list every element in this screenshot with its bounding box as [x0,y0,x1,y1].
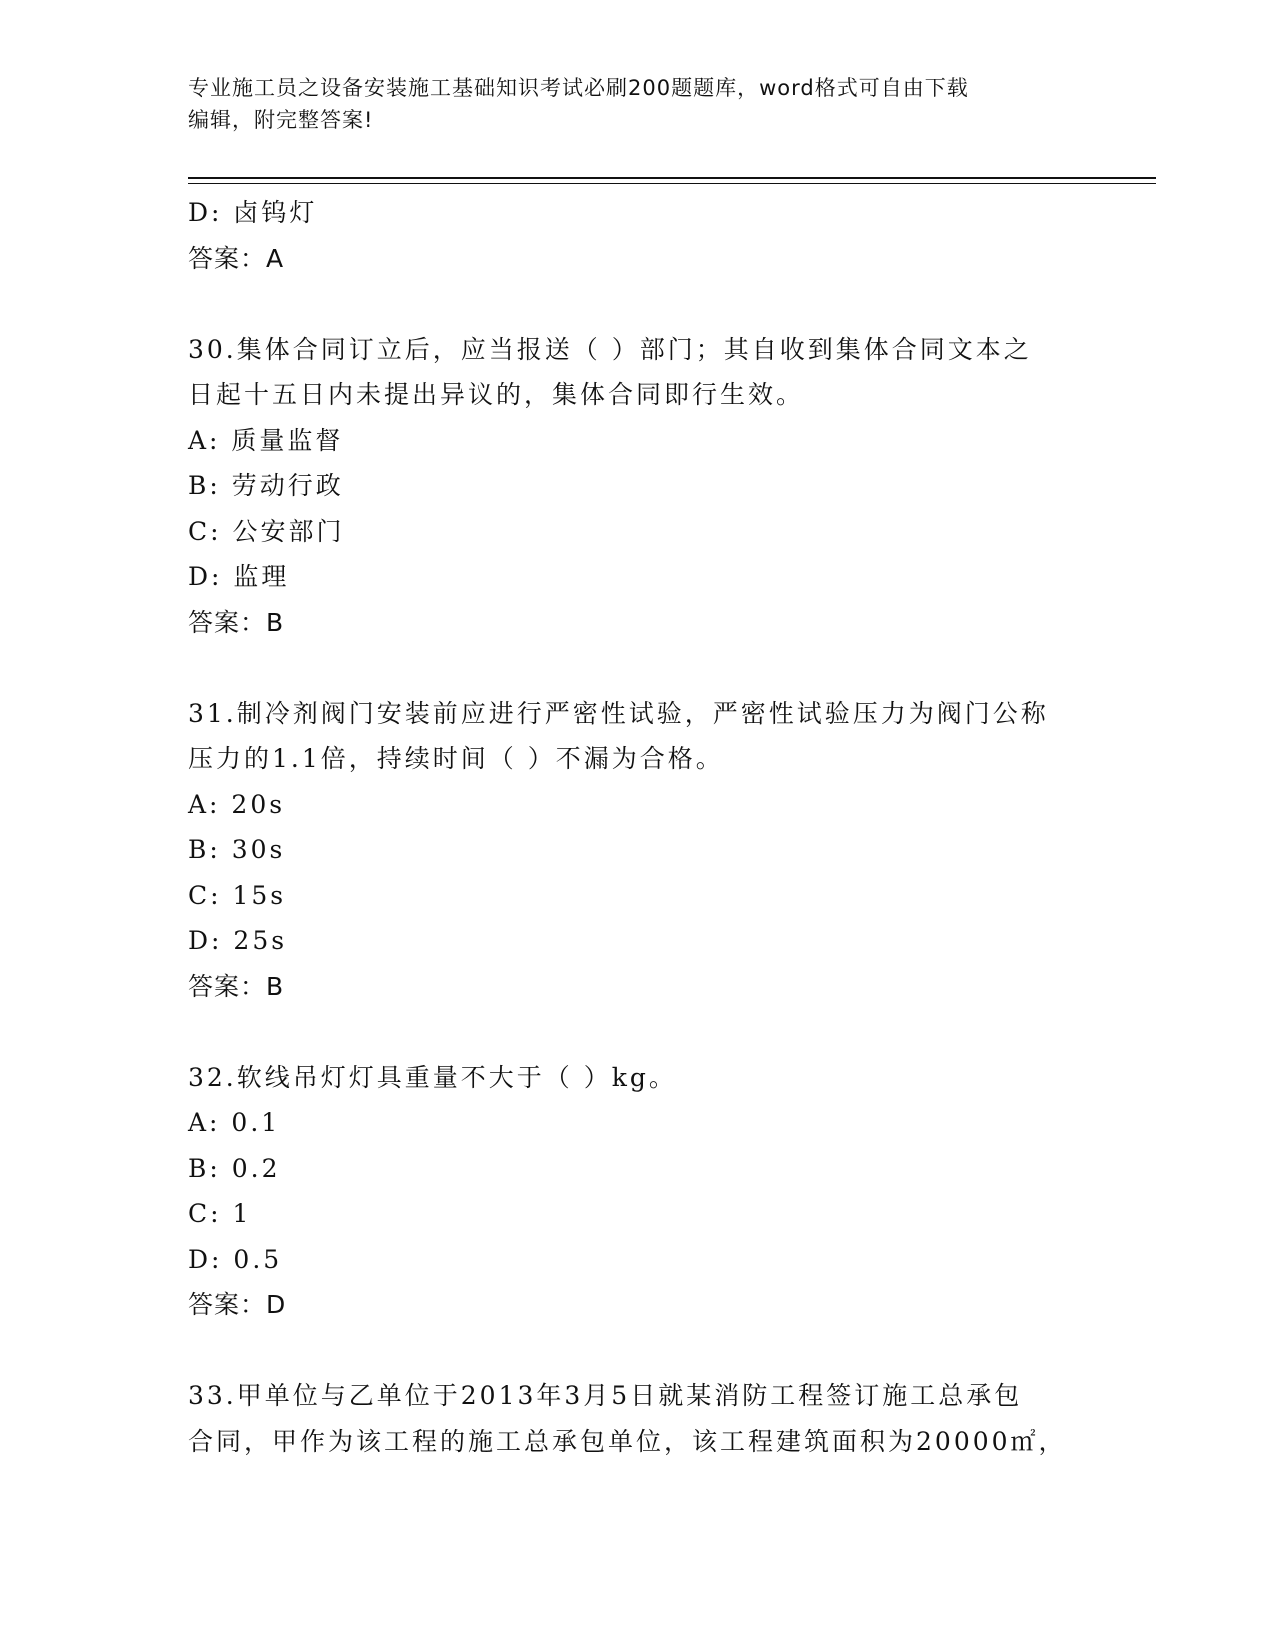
option-c: C: 公安部门 [188,516,345,546]
option-c: C: 1 [188,1199,252,1228]
question-stem-line: 合同，甲作为该工程的施工总承包单位，该工程建筑面积为20000㎡， [188,1426,1067,1456]
answer-line: 答案：A [188,243,285,273]
option-a: A: 0.1 [188,1108,281,1137]
answer-line: 答案：B [188,607,285,637]
option-d: D: 25s [188,926,288,955]
option-c: C: 15s [188,880,287,910]
document-header [188,72,1068,136]
spacer [188,281,1088,327]
option-d: D: 0.5 [188,1244,283,1274]
question-stem-line: 日起十五日内未提出异议的，集体合同即行生效。 [188,380,805,409]
spacer [188,1328,1088,1374]
option-a: A: 20s [188,789,286,819]
option-d: D: 卤钨灯 [188,198,318,227]
option-b: B: 30s [188,835,286,864]
header-rule-thick [188,177,1156,179]
question-30 [188,327,1088,646]
header-line-2: 编辑，附完整答案! [188,108,374,132]
option-b: B: 0.2 [188,1153,281,1183]
header-line-1: 专业施工员之设备安装施工基础知识考试必刷200题题库，word格式可自由下载 [188,76,969,100]
question-32 [188,1055,1088,1328]
spacer [188,645,1088,691]
option-a: A: 质量监督 [188,425,344,455]
header-rule-thin [188,183,1156,184]
question-stem-line: 30.集体合同订立后，应当报送（ ）部门；其自收到集体合同文本之 [188,334,1032,364]
question-31 [188,691,1088,1010]
question-33 [188,1373,1088,1464]
answer-line: 答案：D [188,1290,287,1319]
option-b: B: 劳动行政 [188,471,344,500]
spacer [188,1009,1088,1055]
answer-line: 答案：B [188,971,285,1001]
question-stem-line: 31.制冷剂阀门安装前应进行严密性试验，严密性试验压力为阀门公称 [188,698,1049,728]
question-stem-line: 33.甲单位与乙单位于2013年3月5日就某消防工程签订施工总承包 [188,1381,1023,1410]
document-body [188,190,1088,1464]
question-stem-line: 压力的1.1倍，持续时间（ ）不漏为合格。 [188,744,724,773]
option-d: D: 监理 [188,562,290,591]
question-stem-line: 32.软线吊灯灯具重量不大于（ ）kg。 [188,1062,677,1092]
